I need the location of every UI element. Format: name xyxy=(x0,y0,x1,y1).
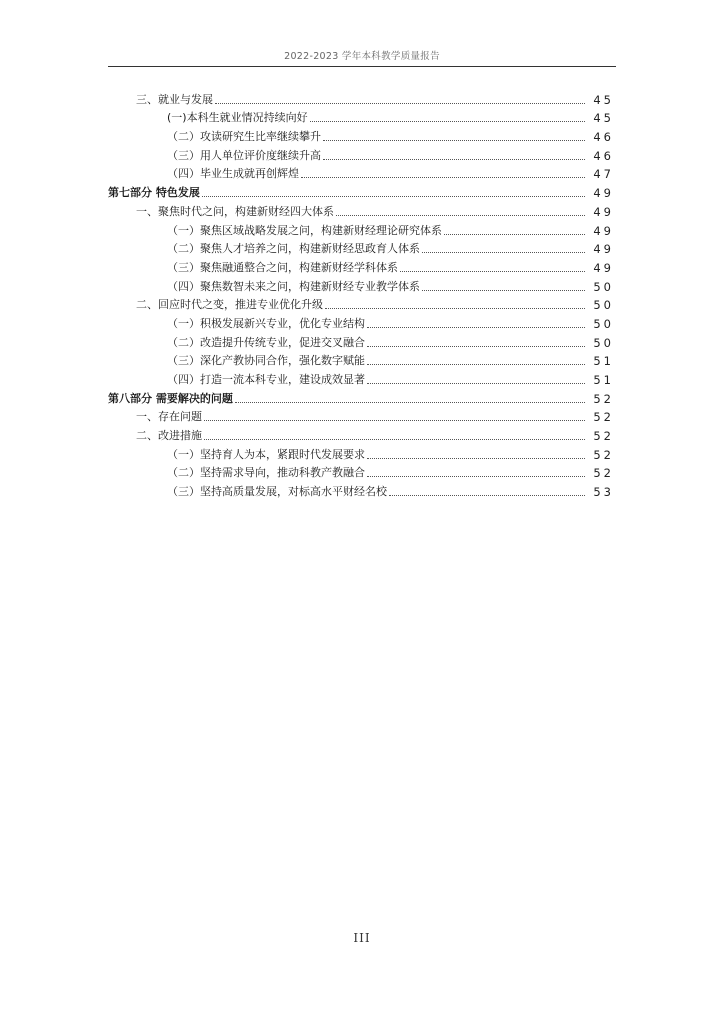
dot-leader xyxy=(367,476,585,477)
toc-entry-title: （三）聚焦融通整合之问，构建新财经学科体系 xyxy=(167,260,398,274)
toc-entry-title: （二）聚焦人才培养之问，构建新财经思政育人体系 xyxy=(167,242,420,256)
toc-entry-title: （三）用人单位评价度继续升高 xyxy=(167,148,321,162)
toc-entry-title: （四）打造一流本科专业，建设成效显著 xyxy=(167,373,365,386)
toc-entry-page: 53 xyxy=(593,485,614,500)
toc-entry[interactable] xyxy=(108,294,614,313)
dot-leader xyxy=(235,402,585,403)
toc-entry-title: 三、就业与发展 xyxy=(136,92,213,106)
toc-entry-page: 52 xyxy=(593,466,614,481)
toc-entry[interactable] xyxy=(108,424,614,443)
toc-entry-page: 47 xyxy=(593,167,614,182)
dot-leader xyxy=(367,383,585,384)
toc-entry[interactable] xyxy=(108,200,614,219)
toc-entry[interactable] xyxy=(108,312,614,331)
toc-entry[interactable] xyxy=(108,107,614,126)
toc-entry[interactable] xyxy=(108,238,614,257)
toc-entry[interactable] xyxy=(108,406,614,425)
toc-entry-title: （三）深化产教协同合作，强化数字赋能 xyxy=(167,354,365,368)
dot-leader xyxy=(336,215,585,216)
toc-entry-page: 50 xyxy=(593,279,614,294)
toc-entry-page: 51 xyxy=(593,354,614,369)
toc-entry[interactable] xyxy=(108,443,614,462)
dot-leader xyxy=(310,121,585,122)
toc-entry-title: （三）坚持高质量发展，对标高水平财经名校 xyxy=(167,485,387,499)
toc-entry-title: (一)本科生就业情况持续向好 xyxy=(167,111,308,125)
toc-entry-page: 52 xyxy=(593,447,614,462)
toc-entry[interactable] xyxy=(108,368,614,387)
dot-leader xyxy=(323,140,585,141)
toc-entry-title: （一）坚持育人为本，紧跟时代发展要求 xyxy=(167,447,365,461)
toc-entry[interactable] xyxy=(108,480,614,499)
toc-entry-page: 49 xyxy=(593,242,614,257)
dot-leader xyxy=(422,252,585,253)
toc-entry[interactable] xyxy=(108,331,614,350)
dot-leader xyxy=(400,271,585,272)
toc-entry-page: 52 xyxy=(593,410,614,425)
toc-entry-page: 51 xyxy=(593,373,614,387)
toc-entry[interactable] xyxy=(108,181,614,200)
toc-entry[interactable] xyxy=(108,219,614,238)
dot-leader xyxy=(367,458,585,459)
toc-entry-title: 第七部分 特色发展 xyxy=(108,186,200,200)
dot-leader xyxy=(367,364,585,365)
toc-entry-title: 第八部分 需要解决的问题 xyxy=(108,391,233,405)
dot-leader xyxy=(204,439,585,440)
toc-entry-page: 45 xyxy=(593,111,614,126)
table-of-contents xyxy=(108,88,614,499)
toc-entry-title: 一、聚焦时代之问，构建新财经四大体系 xyxy=(136,204,334,218)
toc-entry-page: 52 xyxy=(593,429,614,444)
toc-entry-title: （二）攻读研究生比率继续攀升 xyxy=(167,130,321,144)
toc-entry-page: 46 xyxy=(593,148,614,163)
toc-entry-page: 49 xyxy=(593,223,614,238)
toc-entry-title: （四）聚焦数智未来之问，构建新财经专业教学体系 xyxy=(167,279,420,293)
dot-leader xyxy=(204,420,585,421)
toc-entry-page: 49 xyxy=(593,260,614,275)
running-header: 2022-2023 学年本科教学质量报告 xyxy=(284,51,440,62)
dot-leader xyxy=(325,308,585,309)
dot-leader xyxy=(323,159,585,160)
page-number: III xyxy=(353,931,371,945)
dot-leader xyxy=(367,346,585,347)
toc-entry-title: （一）聚焦区域战略发展之问，构建新财经理论研究体系 xyxy=(167,223,442,237)
dot-leader xyxy=(367,327,585,328)
dot-leader xyxy=(301,177,585,178)
toc-entry[interactable] xyxy=(108,275,614,294)
toc-entry[interactable] xyxy=(108,125,614,144)
toc-entry[interactable] xyxy=(108,163,614,182)
dot-leader xyxy=(422,290,585,291)
dot-leader xyxy=(215,103,585,104)
toc-entry-title: 一、存在问题 xyxy=(136,410,202,424)
toc-entry[interactable] xyxy=(108,88,614,107)
toc-entry[interactable] xyxy=(108,462,614,481)
toc-entry-page: 49 xyxy=(593,204,614,219)
toc-entry-page: 49 xyxy=(593,186,614,201)
toc-entry-title: 二、回应时代之变，推进专业优化升级 xyxy=(136,298,323,312)
toc-entry-title: （二）坚持需求导向，推动科教产教融合 xyxy=(167,466,365,480)
toc-entry-title: （四）毕业生成就再创辉煌 xyxy=(167,167,299,181)
header-rule xyxy=(108,66,616,67)
toc-entry-title: 二、改进措施 xyxy=(136,429,202,443)
dot-leader xyxy=(444,234,585,235)
toc-entry-title: （二）改造提升传统专业，促进交叉融合 xyxy=(167,335,365,349)
toc-entry-page: 46 xyxy=(593,130,614,145)
toc-entry-page: 52 xyxy=(593,391,614,406)
toc-entry-page: 50 xyxy=(593,316,614,331)
toc-entry[interactable] xyxy=(108,144,614,163)
toc-entry-page: 50 xyxy=(593,335,614,350)
toc-entry[interactable] xyxy=(108,256,614,275)
toc-entry-page: 45 xyxy=(593,92,614,107)
toc-entry-page: 50 xyxy=(593,298,614,313)
toc-entry[interactable] xyxy=(108,350,614,369)
toc-entry[interactable] xyxy=(108,387,614,406)
dot-leader xyxy=(202,196,585,197)
dot-leader xyxy=(389,495,585,496)
toc-entry-title: （一）积极发展新兴专业，优化专业结构 xyxy=(167,316,365,330)
